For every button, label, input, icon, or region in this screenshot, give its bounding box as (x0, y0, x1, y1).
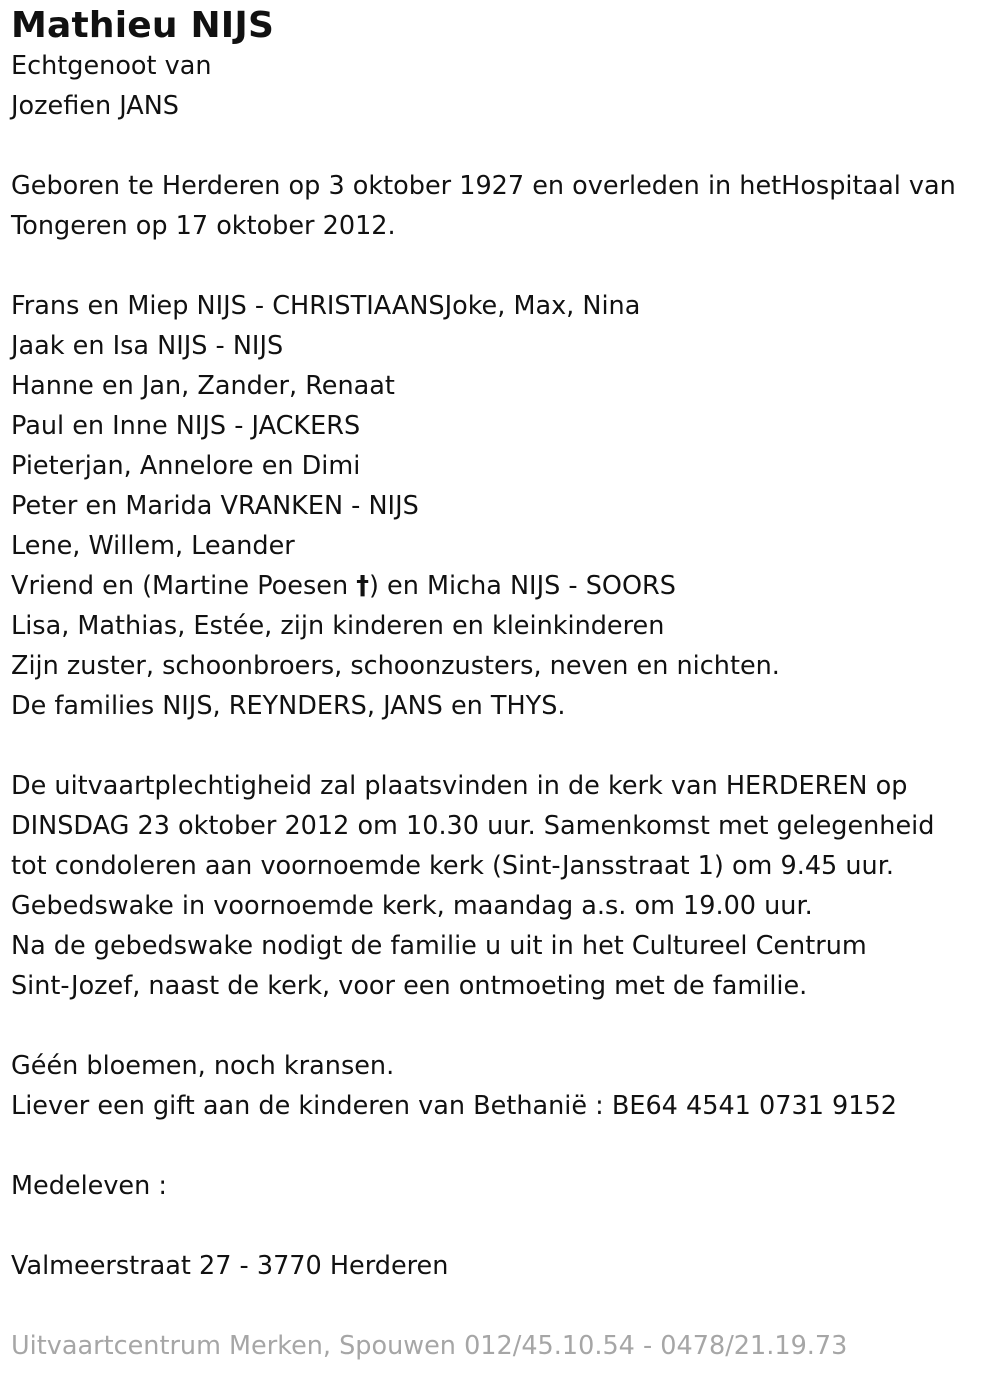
family-line: Peter en Marida VRANKEN - NIJS (11, 491, 419, 521)
ceremony-line: tot condoleren aan voornoemde kerk (Sint-Jansstraat 1) om 9.45 uur. (11, 851, 894, 881)
family-line: Jaak en Isa NIJS - NIJS (11, 331, 284, 361)
address: Valmeerstraat 27 - 3770 Herderen (11, 1251, 449, 1281)
family-line: Frans en Miep NIJS - CHRISTIAANSJoke, Max, Nina (11, 291, 641, 321)
flowers-paragraph (11, 1046, 996, 1126)
address-section (11, 1246, 996, 1286)
family-line-part: Vriend en (Martine Poesen (11, 571, 357, 601)
spacer (11, 246, 996, 286)
family-line-part: ) en Micha NIJS - SOORS (368, 571, 676, 601)
ceremony-paragraph (11, 766, 996, 1006)
family-line: De families NIJS, REYNDERS, JANS en THYS. (11, 691, 566, 721)
spacer (11, 1286, 996, 1326)
ceremony-line: De uitvaartplechtigheid zal plaatsvinden in de kerk van HERDEREN op (11, 771, 908, 801)
funeral-home-footer: Uitvaartcentrum Merken, Spouwen 012/45.10.54 - 0478/21.19.73 (11, 1331, 848, 1361)
condolence-section (11, 1166, 996, 1206)
spouse-name: Jozefien JANS (11, 91, 179, 121)
ceremony-line: Sint-Jozef, naast de kerk, voor een ontmoeting met de familie. (11, 971, 808, 1001)
spouse-section (11, 46, 996, 126)
family-line: Lisa, Mathias, Estée, zijn kinderen en kleinkinderen (11, 611, 665, 641)
family-line: Pieterjan, Annelore en Dimi (11, 451, 361, 481)
deceased-name: Mathieu NIJS (11, 5, 275, 46)
family-line-with-cross (11, 566, 996, 606)
relation-label: Echtgenoot van (11, 51, 212, 81)
family-line: Zijn zuster, schoonbroers, schoonzusters, neven en nichten. (11, 651, 780, 681)
condolence-label: Medeleven : (11, 1171, 167, 1201)
family-line: Paul en Inne NIJS - JACKERS (11, 411, 361, 441)
ceremony-line: Na de gebedswake nodigt de familie u uit in het Cultureel Centrum (11, 931, 867, 961)
cross-icon: † (356, 571, 369, 601)
flowers-line: Géén bloemen, noch kransen. (11, 1051, 395, 1081)
family-list (11, 286, 996, 726)
birth-death-line: Geboren te Herderen op 3 oktober 1927 en overleden in hetHospitaal van (11, 171, 956, 201)
family-line: Hanne en Jan, Zander, Renaat (11, 371, 395, 401)
spacer (11, 126, 996, 166)
family-line: Lene, Willem, Leander (11, 531, 295, 561)
birth-death-paragraph (11, 166, 996, 246)
ceremony-line: DINSDAG 23 oktober 2012 om 10.30 uur. Samenkomst met gelegenheid (11, 811, 935, 841)
spacer (11, 726, 996, 766)
spacer (11, 1006, 996, 1046)
spacer (11, 1206, 996, 1246)
birth-death-line: Tongeren op 17 oktober 2012. (11, 211, 396, 241)
obituary-document (11, 0, 996, 1366)
donation-line: Liever een gift aan de kinderen van Bethanië : BE64 4541 0731 9152 (11, 1091, 897, 1121)
ceremony-line: Gebedswake in voornoemde kerk, maandag a.s. om 19.00 uur. (11, 891, 813, 921)
spacer (11, 1126, 996, 1166)
